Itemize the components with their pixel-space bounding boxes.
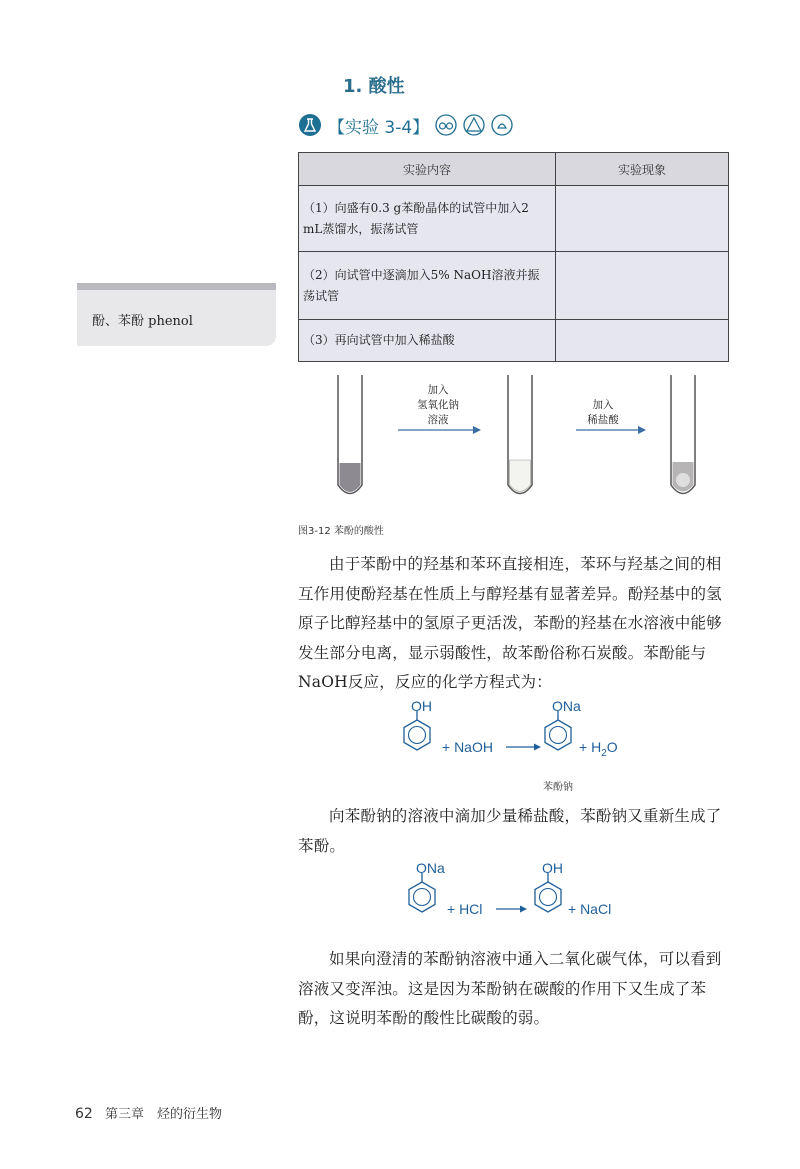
- arrow-add-hcl: [576, 398, 646, 434]
- table-cell-content: （3）再向试管中加入稀盐酸: [299, 320, 556, 362]
- goggles-icon: [435, 114, 457, 136]
- experiment-label: 【实验 3-4】: [328, 117, 430, 138]
- benzene-ring-icon: [409, 873, 435, 912]
- benzene-ring-icon: [535, 873, 561, 912]
- eq1-product-name: 苯酚钠: [543, 782, 573, 793]
- benzene-ring-icon: [404, 711, 430, 750]
- benzene-ring-icon: [545, 711, 571, 750]
- table-header-result: 实验现象: [556, 153, 729, 186]
- arrow1-line3: 溶液: [427, 414, 449, 426]
- paragraph-1: 由于苯酚中的羟基和苯环直接相连，苯环与羟基之间的相互作用使酚羟基在性质上与醇羟基有显著差异。酚羟基中的氢原子比醇羟基中的氢原子更活泼，苯酚的羟基在水溶液中能够发生部分电离，显示弱酸性，故苯酚俗称石炭酸。苯酚能与NaOH反应，反应的化学方程式为：: [298, 555, 722, 691]
- margin-note-text: 酚、苯酚 phenol: [92, 314, 193, 329]
- arrow2-line2: 稀盐酸: [587, 414, 619, 426]
- hazard-icon: [463, 114, 485, 136]
- arrow-add-naoh: [398, 383, 481, 434]
- margin-note: [77, 283, 276, 346]
- figure-caption: 图3-12 苯酚的酸性: [298, 526, 384, 537]
- arrow2-line1: 加入: [592, 399, 614, 411]
- page-footer: [75, 1103, 222, 1122]
- eq2-byproduct: + NaCl: [568, 901, 612, 917]
- test-tube-1: [338, 375, 362, 494]
- arrow1-line1: 加入: [427, 384, 449, 396]
- table-row: [299, 186, 729, 252]
- experiment-header: [298, 112, 513, 138]
- test-tube-3: [671, 375, 695, 494]
- eq2-reagent: + HCl: [447, 901, 483, 917]
- eq1-byproduct-main: + H: [579, 739, 602, 755]
- equation-phenol-naoh: [398, 696, 638, 796]
- paragraph-3: 如果向澄清的苯酚钠溶液中通入二氧化碳气体，可以看到溶液又变浑浊。这是因为苯酚钠在碳酸的作用下又生成了苯酚，这说明苯酚的酸性比碳酸的弱。: [298, 950, 722, 1027]
- eq1-byproduct-tail: O: [606, 739, 618, 755]
- eq2-product-group: OH: [542, 860, 563, 876]
- table-cell-result: [556, 252, 729, 320]
- table-cell-content: （1）向盛有0.3 g苯酚晶体的试管中加入2 mL蒸馏水，振荡试管: [299, 186, 556, 252]
- eq2-reactant-group: ONa: [416, 860, 445, 876]
- paragraph-2: 向苯酚钠的溶液中滴加少量稀盐酸，苯酚钠又重新生成了苯酚。: [298, 807, 722, 855]
- experiment-table: [298, 152, 729, 362]
- table-cell-result: [556, 320, 729, 362]
- table-row: [299, 252, 729, 320]
- test-tube-figure: [298, 370, 729, 510]
- table-cell-content: （2）向试管中逐滴加入5% NaOH溶液并振荡试管: [299, 252, 556, 320]
- table-row: [299, 320, 729, 362]
- page-number: 62: [75, 1106, 93, 1122]
- eq1-reagent: + NaOH: [442, 739, 493, 755]
- eq1-byproduct: [579, 739, 618, 759]
- eq1-product-group: ONa: [552, 698, 581, 714]
- eq1-reactant-group: OH: [411, 698, 432, 714]
- equation-sodium-phenoxide-hcl: [400, 858, 640, 928]
- test-tube-2: [508, 375, 532, 494]
- table-header-content: 实验内容: [299, 153, 556, 186]
- flask-icon: [298, 113, 322, 137]
- section-title: 1. 酸性: [343, 76, 405, 97]
- wash-hands-icon: [491, 114, 513, 136]
- table-cell-result: [556, 186, 729, 252]
- chapter-title: 第三章 烃的衍生物: [104, 1107, 222, 1122]
- eq1-byproduct-sub: 2: [601, 748, 607, 759]
- arrow1-line2: 氢氧化钠: [417, 399, 459, 411]
